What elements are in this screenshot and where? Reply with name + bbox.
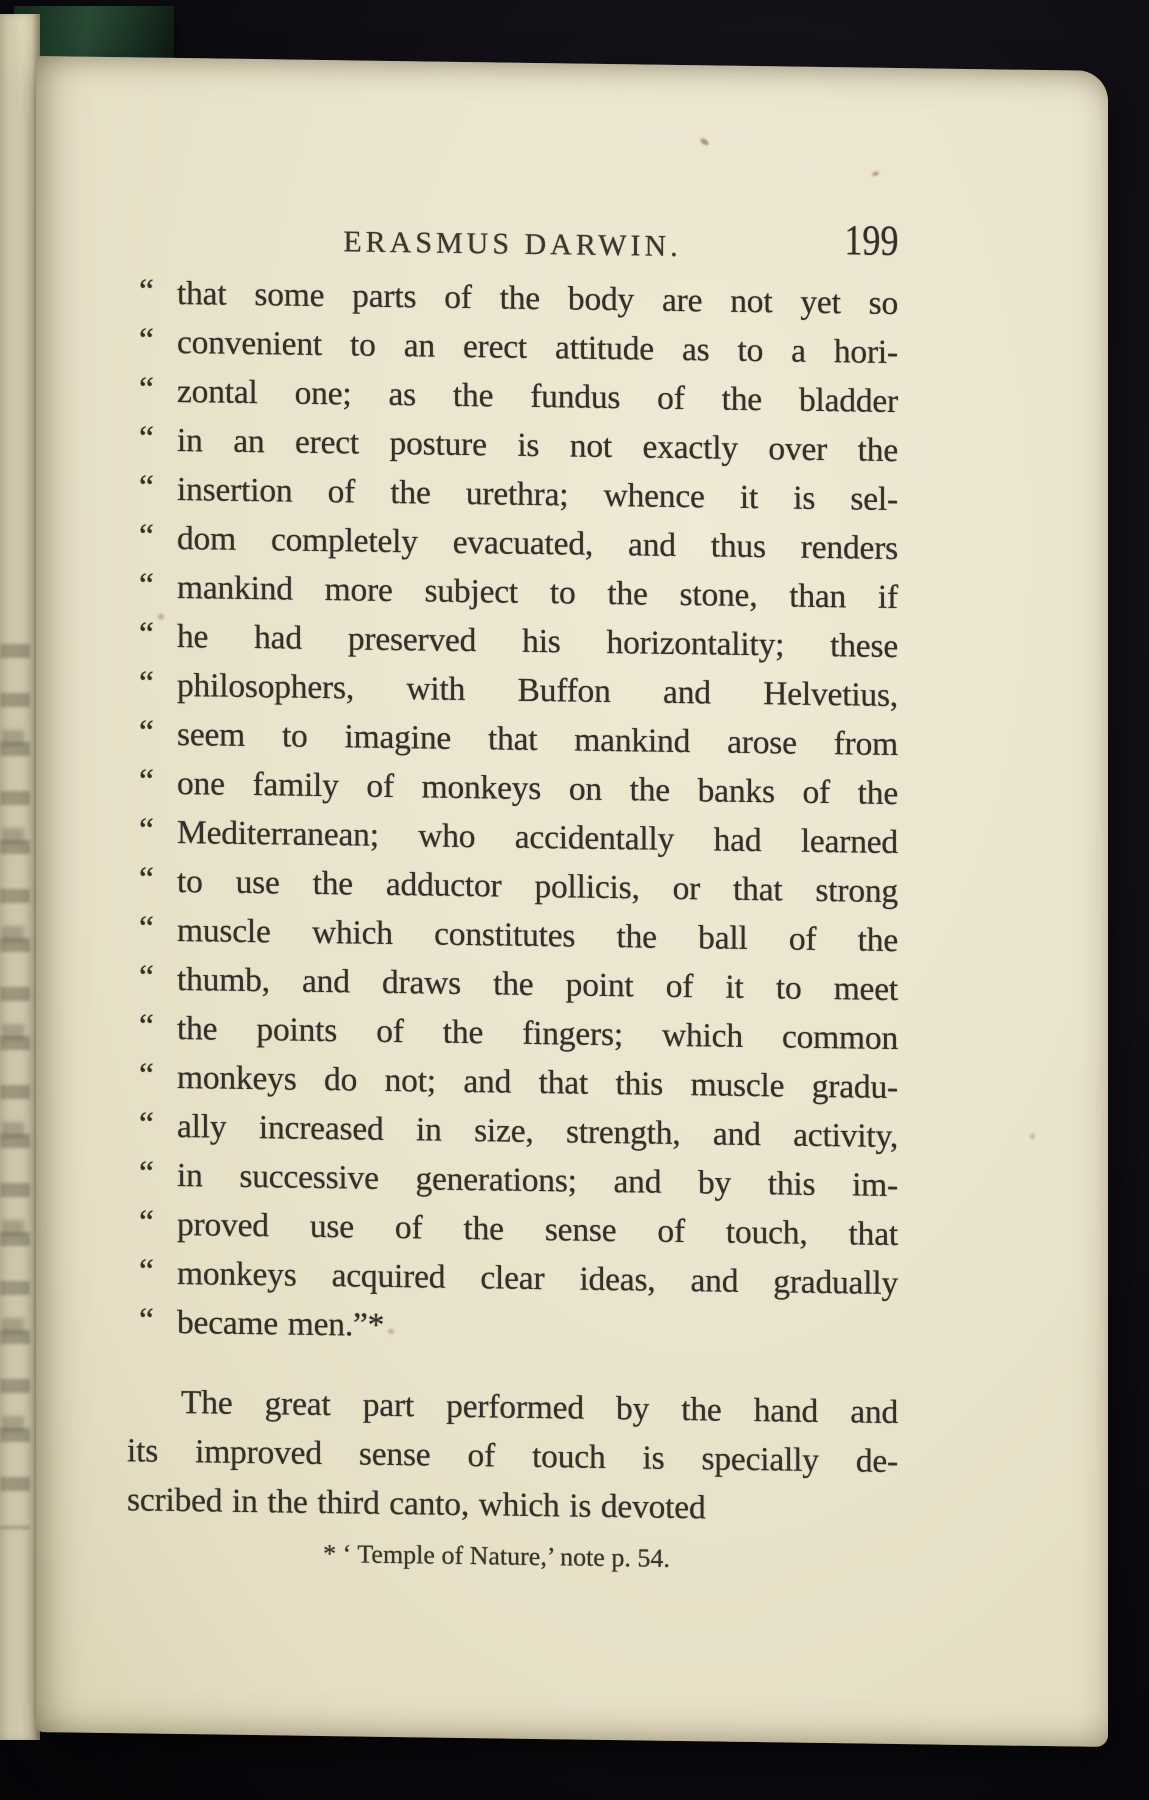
open-quote-mark: “ (139, 664, 154, 702)
quote-line-text: Mediterranean; who accidentally had learned (177, 813, 898, 862)
quote-line-text: became men.”* (177, 1303, 385, 1344)
quote-line-text: insertion of the urethra; whence it is sel- (177, 470, 898, 519)
open-quote-mark: “ (139, 566, 154, 604)
open-quote-mark: “ (139, 860, 154, 898)
paragraph-line: scribed in the third canto, which is devoted (127, 1481, 706, 1527)
quote-line (127, 1297, 898, 1357)
quote-line-text: dom completely evacuated, and thus renders (177, 519, 898, 568)
running-title: ERASMUS DARWIN. (343, 225, 682, 264)
foxing-spot (1030, 1134, 1035, 1139)
open-quote-mark: “ (139, 1203, 154, 1241)
quote-line-text: the points of the fingers; which common (177, 1009, 898, 1058)
open-quote-mark: “ (139, 517, 154, 555)
footnote: * ‘ Temple of Nature,’ note p. 54. (323, 1539, 670, 1573)
open-quote-mark: “ (139, 321, 154, 359)
facing-page-showthrough-text-2 (2, 654, 24, 1474)
open-quote-mark: “ (139, 370, 154, 408)
quote-line-text: mankind more subject to the stone, than if (177, 568, 898, 617)
quote-line-text: muscle which constitutes the ball of the (177, 911, 898, 960)
quote-line-text: thumb, and draws the point of it to meet (177, 960, 898, 1009)
open-quote-mark: “ (139, 1252, 154, 1290)
quote-line-text: zontal one; as the fundus of the bladder (177, 372, 898, 421)
open-quote-mark: “ (139, 909, 154, 947)
open-quote-mark: “ (139, 272, 154, 310)
open-quote-mark: “ (139, 1105, 154, 1143)
text-column (127, 214, 898, 1577)
quote-line-text: in successive generations; and by this im- (177, 1156, 898, 1205)
paragraph-line: its improved sense of touch is specially de- (127, 1432, 898, 1481)
quoted-passage (127, 268, 898, 1357)
facing-page-fore-edge (0, 14, 40, 1740)
paragraph-line: The great part performed by the hand and (181, 1384, 898, 1432)
foxing-spot (699, 137, 709, 146)
quote-line-text: monkeys do not; and that this muscle gradu- (177, 1058, 898, 1107)
quote-line-text: he had preserved his horizontality; these (177, 617, 898, 666)
quote-line-text: convenient to an erect attitude as to a hori- (177, 323, 898, 372)
quote-line-text: one family of monkeys on the banks of the (177, 764, 898, 813)
quote-line-text: that some parts of the body are not yet so (177, 274, 898, 323)
open-quote-mark: “ (139, 1007, 154, 1045)
quote-line-text: proved use of the sense of touch, that (177, 1205, 898, 1254)
quote-line-text: seem to imagine that mankind arose from (177, 715, 898, 764)
book-page (36, 56, 1108, 1747)
open-quote-mark: “ (139, 1154, 154, 1192)
quote-line-text: ally increased in size, strength, and activity, (177, 1107, 898, 1156)
open-quote-mark: “ (139, 615, 154, 653)
open-quote-mark: “ (139, 419, 154, 457)
foxing-spot (872, 171, 880, 177)
open-quote-mark: “ (139, 958, 154, 996)
quote-line-text: monkeys acquired clear ideas, and gradually (177, 1254, 898, 1303)
closing-paragraph (127, 1377, 898, 1535)
open-quote-mark: “ (139, 713, 154, 751)
quote-line-text: philosophers, with Buffon and Helvetius, (177, 666, 898, 715)
open-quote-mark: “ (139, 762, 154, 800)
open-quote-mark: “ (139, 1301, 154, 1339)
open-quote-mark: “ (139, 468, 154, 506)
open-quote-mark: “ (139, 811, 154, 849)
quote-line-text: to use the adductor pollicis, or that strong (177, 862, 898, 911)
open-quote-mark: “ (139, 1056, 154, 1094)
page-number: 199 (843, 217, 898, 266)
quote-line-text: in an erect posture is not exactly over the (177, 421, 898, 470)
